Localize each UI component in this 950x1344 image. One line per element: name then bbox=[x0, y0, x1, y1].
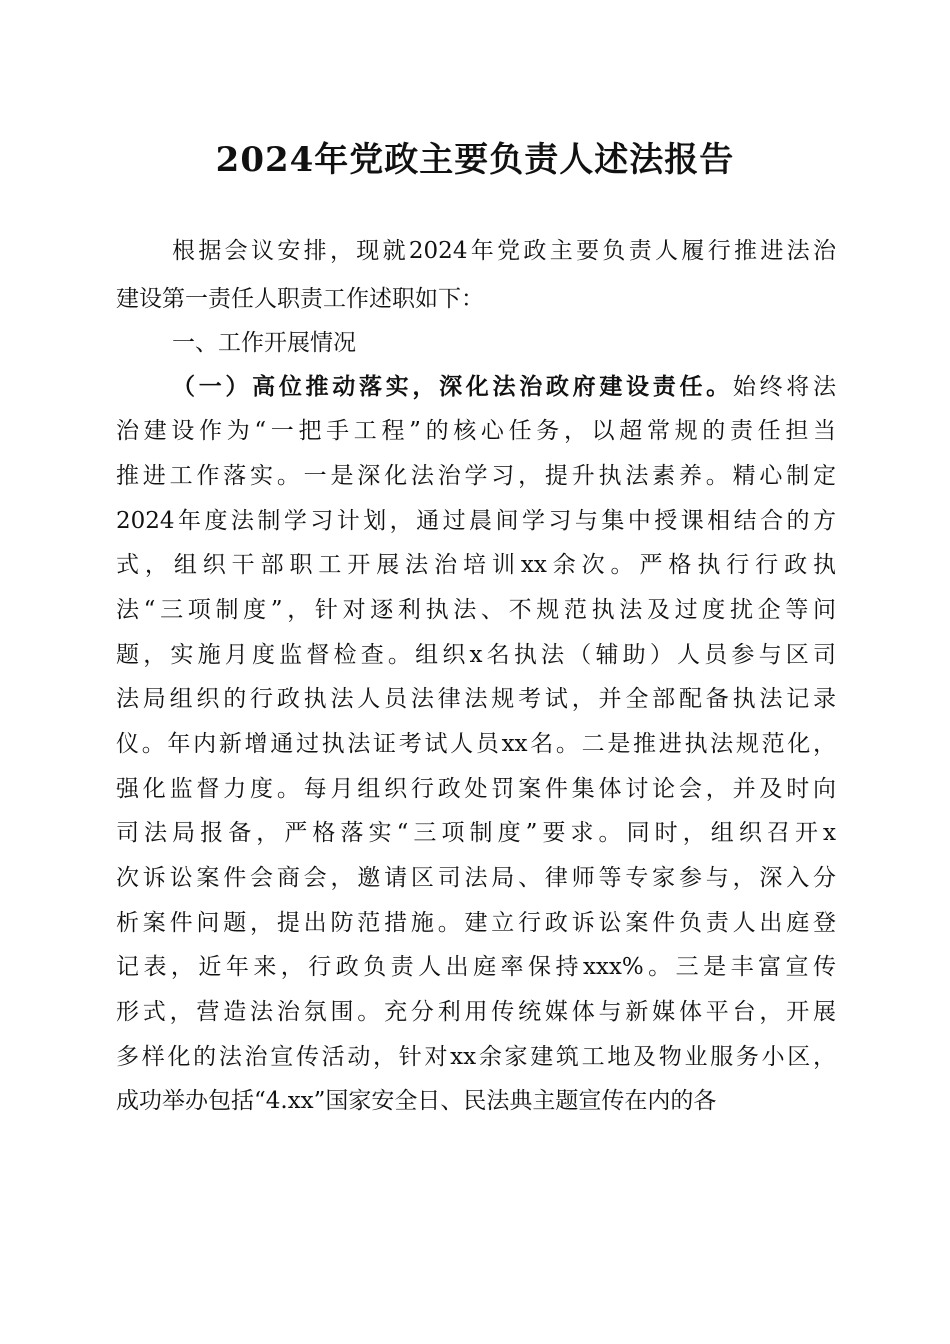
subsection-heading: （一）高位推动落实，深化法治政府建设责任。 bbox=[172, 374, 733, 400]
paragraph-line-15: 形式，营造法治氛围。充分利用传统媒体与新媒体平台，开展 bbox=[116, 999, 836, 1025]
document-title: 2024年党政主要负责人述法报告 bbox=[215, 140, 735, 180]
paragraph-line-1 bbox=[172, 372, 836, 402]
paragraph-line-7: 题，实施月度监督检查。组织x名执法（辅助）人员参与区司 bbox=[116, 642, 836, 668]
paragraph-line-6: 法“三项制度”，针对逐利执法、不规范执法及过度扰企等问 bbox=[116, 597, 836, 623]
paragraph-line-1-text: 始终将法 bbox=[732, 374, 837, 400]
paragraph-line-10: 强化监督力度。每月组织行政处罚案件集体讨论会，并及时向 bbox=[116, 776, 836, 802]
paragraph-line-17: 成功举办包括“4.xx”国家安全日、民法典主题宣传在内的各 bbox=[116, 1088, 717, 1114]
intro-line-1: 根据会议安排，现就2024年党政主要负责人履行推进法治 bbox=[172, 238, 836, 264]
paragraph-line-8: 法局组织的行政执法人员法律法规考试，并全部配备执法记录 bbox=[116, 686, 836, 712]
paragraph-line-16: 多样化的法治宣传活动，针对xx余家建筑工地及物业服务小区， bbox=[116, 1044, 836, 1070]
paragraph-line-4: 2024年度法制学习计划，通过晨间学习与集中授课相结合的方 bbox=[116, 508, 836, 534]
paragraph-line-9: 仪。年内新增通过执法证考试人员xx名。二是推进执法规范化， bbox=[116, 731, 836, 757]
paragraph-line-13: 析案件问题，提出防范措施。建立行政诉讼案件负责人出庭登 bbox=[116, 910, 836, 936]
paragraph-line-2: 治建设作为“一把手工程”的核心任务，以超常规的责任担当 bbox=[116, 418, 836, 444]
intro-line-2: 建设第一责任人职责工作述职如下： bbox=[116, 286, 484, 312]
paragraph-line-11: 司法局报备，严格落实“三项制度”要求。同时，组织召开x bbox=[116, 820, 836, 846]
paragraph-line-14: 记表，近年来，行政负责人出庭率保持xxx%。三是丰富宣传 bbox=[116, 954, 836, 980]
paragraph-line-5: 式，组织干部职工开展法治培训xx余次。严格执行行政执 bbox=[116, 552, 836, 578]
paragraph-line-3: 推进工作落实。一是深化法治学习，提升执法素养。精心制定 bbox=[116, 463, 836, 489]
paragraph-line-12: 次诉讼案件会商会，邀请区司法局、律师等专家参与，深入分 bbox=[116, 865, 836, 891]
section-heading: 一、工作开展情况 bbox=[172, 330, 356, 356]
